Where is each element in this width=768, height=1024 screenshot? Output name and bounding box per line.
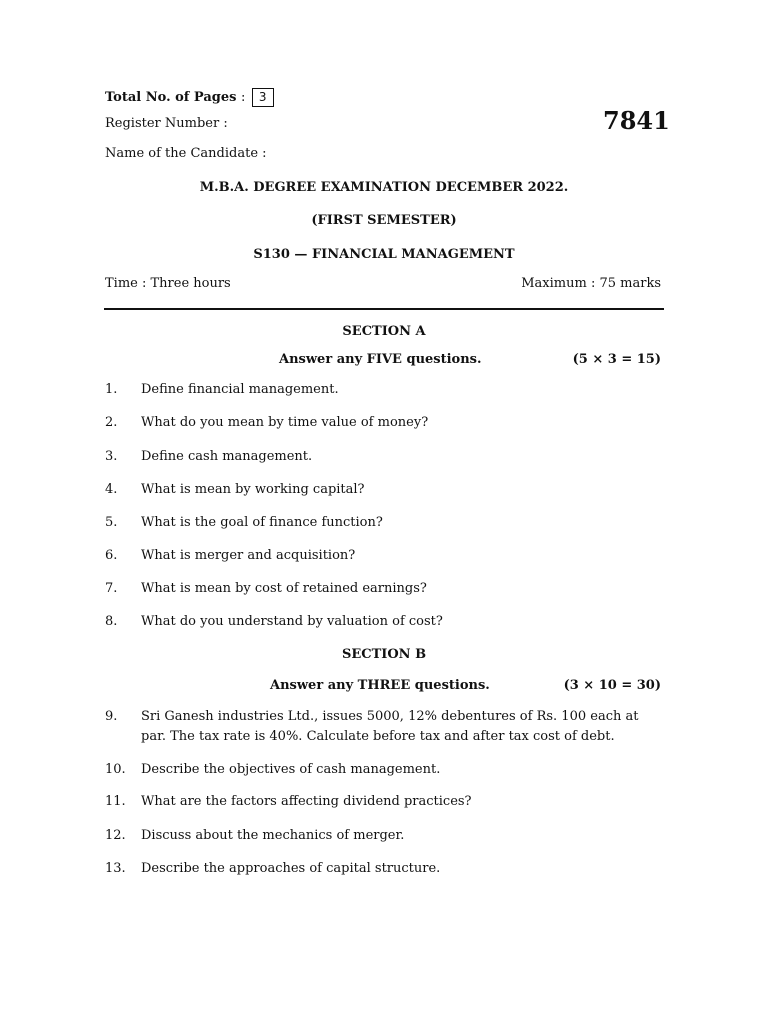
section-a-instruction: Answer any FIVE questions.: [279, 352, 482, 367]
question-text: Define cash management.: [141, 449, 313, 464]
question-number: 1.: [105, 382, 118, 397]
question-text: What do you mean by time value of money?: [141, 415, 429, 430]
section-b-instruction: Answer any THREE questions.: [270, 678, 490, 693]
question-text: What is mean by working capital?: [141, 482, 365, 497]
section-b-marks: (3 × 10 = 30): [563, 678, 661, 693]
total-pages-box: 3: [252, 88, 274, 107]
semester-title: (FIRST SEMESTER): [311, 213, 457, 228]
question-number: 11.: [105, 794, 126, 809]
subject-title: S130 — FINANCIAL MANAGEMENT: [253, 247, 515, 262]
question-text: Discuss about the mechanics of merger.: [141, 828, 405, 843]
question-text: What are the factors affecting dividend practices?: [141, 794, 472, 809]
question-number: 2.: [105, 415, 118, 430]
question-number: 13.: [105, 861, 126, 876]
question-text: What is mean by cost of retained earnings?: [141, 581, 427, 596]
total-pages-label: Total No. of Pages: [105, 90, 237, 105]
section-a-marks: (5 × 3 = 15): [572, 352, 661, 367]
section-b-heading: SECTION B: [341, 647, 427, 662]
question-number: 8.: [105, 614, 118, 629]
max-marks-label: Maximum : 75 marks: [521, 276, 661, 291]
question-number: 9.: [105, 709, 118, 724]
question-text: What do you understand by valuation of cost?: [141, 614, 443, 629]
question-number: 10.: [105, 762, 126, 777]
total-pages-colon: :: [240, 90, 246, 105]
question-number: 12.: [105, 828, 126, 843]
register-number-label: Register Number :: [105, 116, 228, 131]
question-text: Define financial management.: [141, 382, 339, 397]
question-number: 5.: [105, 515, 118, 530]
section-a-heading: SECTION A: [342, 324, 426, 339]
exam-title: M.B.A. DEGREE EXAMINATION DECEMBER 2022.: [199, 180, 569, 195]
question-text: Describe the objectives of cash management.: [141, 762, 441, 777]
time-label: Time : Three hours: [105, 276, 231, 291]
question-text: What is the goal of finance function?: [141, 515, 383, 530]
question-number: 7.: [105, 581, 118, 596]
question-text: Sri Ganesh industries Ltd., issues 5000, 12% debentures of Rs. 100 each at par. The tax rate is 40%. Calculate before tax and after tax cost of debt.: [141, 709, 639, 744]
paper-code: 7841: [603, 106, 670, 135]
candidate-name-label: Name of the Candidate :: [105, 146, 267, 161]
total-pages-line: [105, 88, 274, 107]
question-text: What is merger and acquisition?: [141, 548, 356, 563]
header-divider: [104, 308, 664, 310]
question-number: 6.: [105, 548, 118, 563]
question-number: 3.: [105, 449, 118, 464]
question-number: 4.: [105, 482, 118, 497]
question-text: Describe the approaches of capital structure.: [141, 861, 441, 876]
